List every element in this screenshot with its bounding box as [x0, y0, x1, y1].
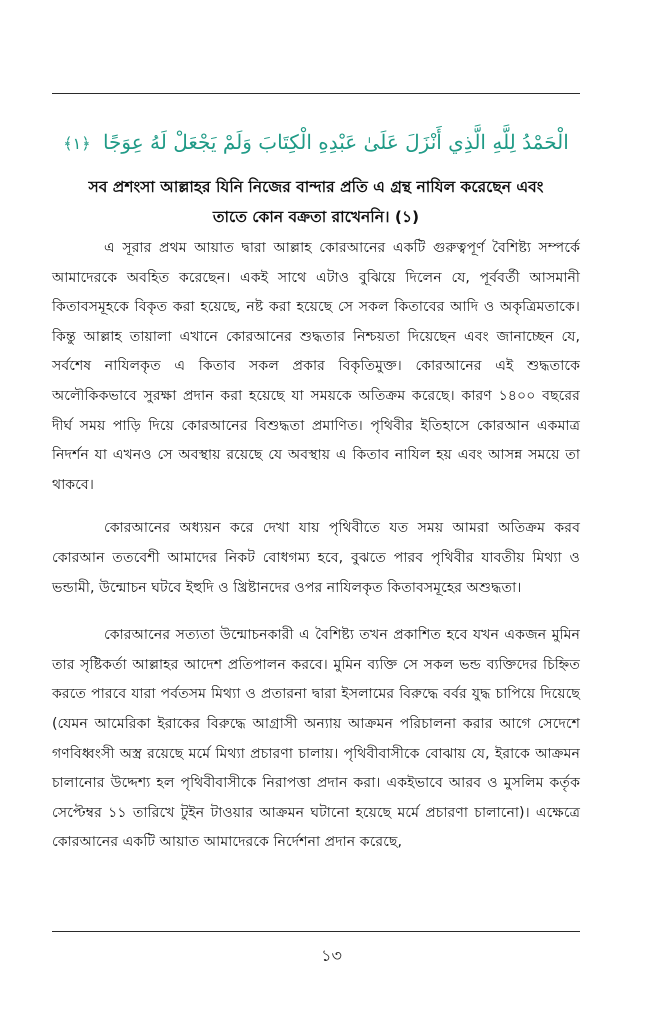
bottom-divider: [52, 931, 580, 932]
arabic-verse: [52, 122, 580, 164]
paragraph-3: কোরআনের সত্যতা উন্মোচনকারী এ বৈশিষ্ট্য তখন প্রকাশিত হবে যখন একজন মুমিন তার সৃষ্টিকর্তা আল্লাহর আদেশ প্রতিপালন করবে। মুমিন ব্যক্তি সে সকল ভন্ড ব্যক্তিদের চিহ্নিত করতে পারবে যারা পর্বতসম মিথ্যা ও প্রতারনা দ্বারা ইসলামের বিরুদ্ধে বর্বর যুদ্ধ চাপিয়ে দিয়েছে (যেমন আমেরিকা ইরাকের বিরুদ্ধে আগ্রাসী অন্যায় আক্রমন পরিচালনা করার আগে সেদেশে গণবিধ্বংসী অস্ত্র রয়েছে মর্মে মিথ্যা প্রচারণা চালায়। পৃথিবীবাসীকে বোঝায় যে, ইরাকে আক্রমন চালানোর উদ্দেশ্য হল পৃথিবীবাসীকে নিরাপত্তা প্রদান করা। একইভাবে আরব ও মুসলিম কর্তৃক সেপ্টেম্বর ১১ তারিখে টুইন টাওয়ার আক্রমন ঘটানো হয়েছে মর্মে প্রচারণা চালানো)। এক্ষেত্রে কোরআনের একটি আয়াত আমাদেরকে নির্দেশনা প্রদান করেছে,: [52, 627, 580, 851]
paragraph-1: এ সূরার প্রথম আয়াত দ্বারা আল্লাহ কোরআনের একটি গুরুত্বপূর্ণ বৈশিষ্ট্য সম্পর্কে আমাদেরকে অবহিত করেছেন। একই সাথে এটাও বুঝিয়ে দিলেন যে, পূর্ববর্তী আসমানী কিতাবসমূহকে বিকৃত করা হয়েছে, নষ্ট করা হয়েছে সে সকল কিতাবের আদি ও অকৃত্রিমতাকে। কিন্তু আল্লাহ তায়ালা এখানে কোরআনের শুদ্ধতার নিশ্চয়তা দিয়েছেন এবং জানাচ্ছেন যে, সর্বশেষ নাযিলকৃত এ কিতাব সকল প্রকার বিকৃতিমুক্ত। কোরআনের এই শুদ্ধতাকে অলৌকিকভাবে সুরক্ষা প্রদান করা হয়েছে যা সময়কে অতিক্রম করেছে। কারণ ১৪০০ বছরের দীর্ঘ সময় পাড়ি দিয়ে কোরআনের বিশুদ্ধতা প্রমাণিত। পৃথিবীর ইতিহাসে কোরআন একমাত্র নিদর্শন যা এখনও সে অবস্থায় রয়েছে যে অবস্থায় এ কিতাব নাযিল হয় এবং আসন্ন সময়ে তা থাকবে।: [52, 240, 580, 493]
page-number: ১৩: [321, 946, 342, 965]
heading-line-1: সব প্রশংসা আল্লাহর যিনি নিজের বান্দার প্রতি এ গ্রন্থ নাযিল করেছেন এবং: [88, 178, 544, 196]
arabic-verse-text: الْحَمْدُ لِلَّهِ الَّذِي أَنْزَلَ عَلَىٰ عَبْدِهِ الْكِتَابَ وَلَمْ يَجْعَلْ لَهُ عِوَجًا: [102, 130, 569, 154]
body-text: [52, 234, 580, 870]
ayah-number-marker: ﴿١﴾: [63, 134, 91, 153]
top-divider: [52, 93, 580, 94]
heading-line-2: তাতে কোন বক্রতা রাখেননি। (১): [212, 208, 420, 226]
verse-translation-heading: [52, 172, 580, 232]
paragraph-2: কোরআনের অধ্যয়ন করে দেখা যায় পৃথিবীতে যত সময় আমরা অতিক্রম করব কোরআন ততবেশী আমাদের নিকট বোধগম্য হবে, বুঝতে পারব পৃথিবীর যাবতীয় মিথ্যা ও ভন্ডামী, উন্মোচন ঘটবে ইহুদি ও খ্রিষ্টানদের ওপর নাযিলকৃত কিতাবসমূহের অশুদ্ধতা।: [52, 520, 580, 596]
